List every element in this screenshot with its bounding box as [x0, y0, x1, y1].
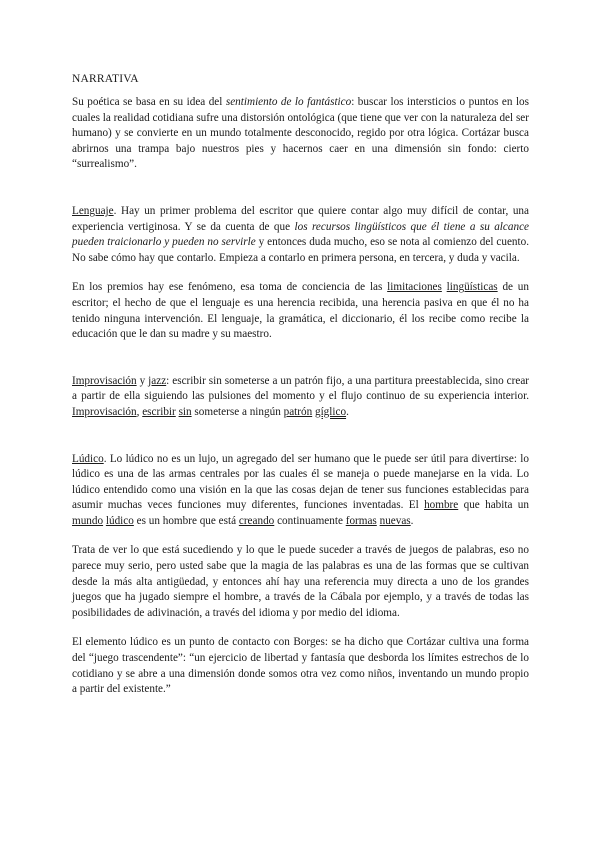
- paragraph-improvisacion: Improvisación y jazz: escribir sin someterse a un patrón fijo, a una partitura preestablecida, sino crear a partir de ella siguiendo las pulsiones del momento y el flujo continuo de su experiencia interior. Improvisación, escribir sin someterse a ningún patrón gíglico.: [72, 374, 530, 418]
- paragraph-poetica: Su poética se basa en su idea del sentimiento de lo fantástico: buscar los intersticios o puntos en los cuales la realidad cotidiana sufre una distorsión ontológica (que tiene que ver con la naturaleza del ser humano) y se convierte en un mundo totalmente desconocido, regido por otra lógica. Cortázar busca abrirnos una trampa bajo nuestros pies y hacernos caer en una dimensión sin fondo: cierto “surrealismo”.: [72, 96, 529, 171]
- paragraph-juegos-palabras: Trata de ver lo que está sucediendo y lo que le puede suceder a través de juegos de palabras, eso no parece muy serio, pero usted sabe que la magia de las palabras es una de las formas que se cultivan desde la más alta antigüedad, y entonces ahí hay una referencia muy directa a uno de los grandes juegos que ha jugado siempre el hombre, a través de la Cábala por ejemplo, y a través de todas las posibilidades de adivinación, a través del idioma y por medio del idioma.: [72, 544, 529, 619]
- emphasis-sentimiento: sentimiento de lo fantástico: [225, 96, 352, 108]
- paragraph-borges: El elemento lúdico es un punto de contacto con Borges: se ha dicho que Cortázar cultiva una forma del “juego trascendente”: “un ejercicio de libertad y fantasía que desborda los límites estrechos de lo cotidiano y se abre a una dimensión donde somos otra vez como niños, inventando un mundo propio a partir del existente.”: [72, 636, 529, 696]
- section-title: NARRATIVA: [72, 73, 139, 85]
- paragraph-premios: En los premios hay ese fenómeno, esa toma de conciencia de las limitaciones lingüísticas de un escritor; el hecho de que el lenguaje es una herencia recibida, una herencia pasiva en que él no ha tenido ninguna intervención. El lenguaje, la gramática, el diccionario, él los recibe como recibe la educación que le dan su madre y su maestro.: [72, 281, 529, 341]
- label-jazz: jazz: [148, 374, 167, 387]
- label-lenguaje: Lenguaje: [72, 204, 114, 217]
- emphasis-recursos: los recursos lingüísticos que él tiene a su alcance pueden traicionarlo y pueden no servirle: [72, 220, 529, 249]
- label-improvisacion: Improvisación: [72, 374, 137, 387]
- paragraph-lenguaje: Lenguaje. Hay un primer problema del escritor que quiere contar algo muy difícil de contar, una experiencia vertiginosa. Y se da cuenta de que los recursos lingüísticos que él tiene a su alcance pueden traicionarlo y pueden no servirle y entonces duda mucho, eso se nota al comienzo del cuento. No sabe cómo hay que contarlo. Empieza a contarlo en primera persona, en tercera, y duda y vacila.: [72, 204, 530, 264]
- paragraph-ludico: Lúdico. Lo lúdico no es un lujo, un agregado del ser humano que le puede ser útil para divertirse: lo lúdico es una de las armas centrales por las cuales él se maneja o puede manejarse en la vida. Lo lúdico entendido como una visión en la que las cosas dejan de tener sus funciones establecidas para asumir muchas veces funciones muy diferentes, funciones inventadas. El hombre que habita un mundo lúdico es un hombre que está creando continuamente formas nuevas.: [72, 452, 529, 527]
- label-ludico: Lúdico: [72, 452, 104, 465]
